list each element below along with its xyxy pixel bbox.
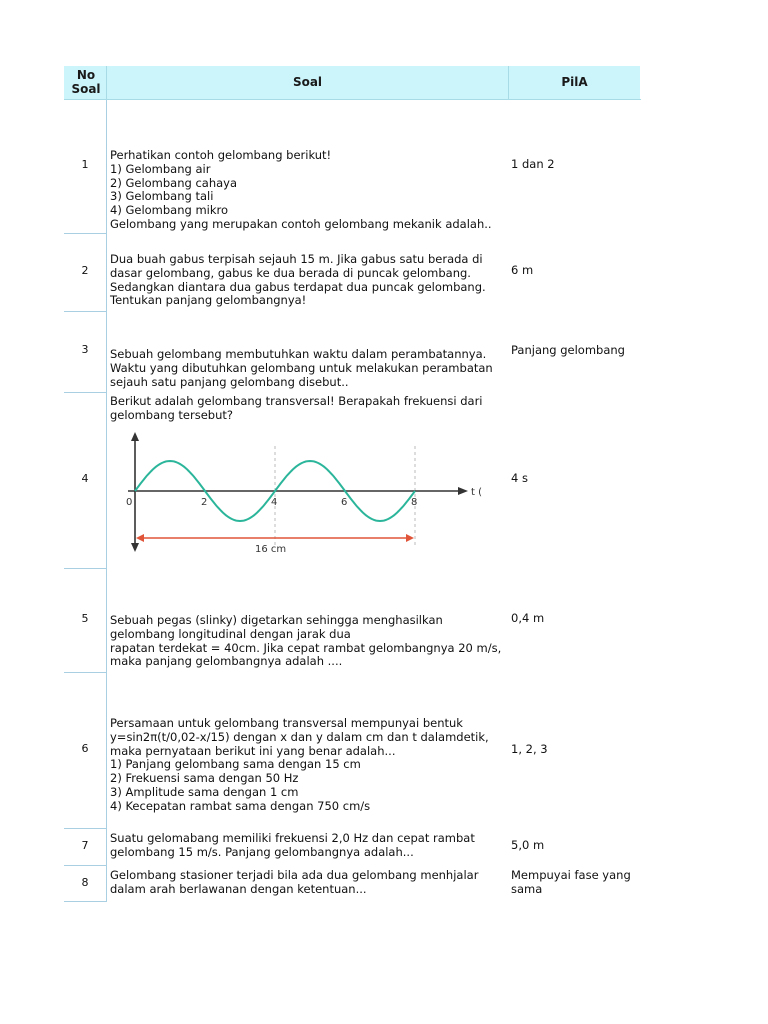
- x-axis-arrowhead: [458, 487, 468, 495]
- question-number: 4: [81, 472, 89, 485]
- length-arrowhead: [406, 534, 414, 542]
- question-number: 1: [81, 158, 89, 171]
- question-number: 5: [81, 612, 89, 625]
- answer-text: Panjang gelombang: [511, 343, 625, 357]
- tick-label: 0: [126, 497, 133, 508]
- header-pil-label: PilA: [561, 75, 588, 89]
- header-soal-label: Soal: [292, 75, 323, 89]
- answer-text: 4 s: [511, 471, 528, 485]
- tick-label: 2: [201, 497, 208, 508]
- answer-text: 6 m: [511, 263, 534, 277]
- question-text: Sebuah pegas (slinky) digetarkan sehingga menghasilkan gelombang longitudinal dengan jarak dua rapatan terdekat = 40cm. Jika cepat rambat gelombangnya 20 m/s, maka panjang gelombangnya adalah ....: [110, 613, 502, 669]
- row-divider: [64, 901, 107, 902]
- row-divider: [64, 311, 107, 312]
- tick-label: 8: [411, 497, 418, 508]
- question-text: Gelombang stasioner terjadi bila ada dua gelombang menhjalar dalam arah berlawanan dengan ketentuan...: [110, 868, 479, 896]
- axis-label: t (: [471, 487, 483, 498]
- answer-text: Mempuyai fase yang sama: [511, 868, 631, 896]
- question-text: Dua buah gabus terpisah sejauh 15 m. Jika gabus satu berada di dasar gelombang, gabus ke dua berada di puncak gelombang. Sedangkan diantara dua gabus terdapat dua puncak gelombang. Tentukan panjang gelombangnya!: [110, 252, 486, 308]
- tick-label: 4: [271, 497, 278, 508]
- length-label: 16 cm: [255, 544, 287, 555]
- header-bottom-border: [64, 99, 641, 100]
- row-divider: [64, 828, 107, 829]
- question-number: 7: [81, 839, 89, 852]
- transverse-wave-figure: [110, 428, 490, 558]
- tick-label: 6: [341, 497, 348, 508]
- question-text: Suatu gelomabang memiliki frekuensi 2,0 Hz dan cepat rambat gelombang 15 m/s. Panjang gelombangnya adalah...: [110, 831, 475, 859]
- answer-text: 0,4 m: [511, 611, 545, 625]
- length-arrowhead: [136, 534, 144, 542]
- y-axis-arrowhead: [131, 432, 139, 441]
- y-axis-arrowhead: [131, 543, 139, 552]
- question-number: 2: [81, 264, 89, 277]
- row-divider: [64, 865, 107, 866]
- question-text: Perhatikan contoh gelombang berikut! 1) Gelombang air 2) Gelombang cahaya 3) Gelombang tali 4) Gelombang mikro Gelombang yang merupakan contoh gelombang mekanik adalah..: [110, 148, 492, 231]
- row-divider: [64, 568, 107, 569]
- question-text: Sebuah gelombang membutuhkan waktu dalam perambatannya. Waktu yang dibutuhkan gelombang untuk melakukan perambatan sejauh satu panjang gelombang disebut..: [110, 347, 493, 389]
- row-divider: [64, 392, 107, 393]
- answer-text: 1, 2, 3: [511, 742, 548, 756]
- question-text: Persamaan untuk gelombang transversal mempunyai bentuk y=sin2π(t/0,02-x/15) dengan x dan y dalam cm dan t dalamdetik, maka pernyataan berikut ini yang benar adalah... 1) Panjang gelombang sama dengan 15 cm 2) Frekuensi sama dengan 50 Hz 3) Amplitude sama dengan 1 cm 4) Kecepatan rambat sama dengan 750 cm/s: [110, 716, 489, 813]
- question-text: Berikut adalah gelombang transversal! Berapakah frekuensi dari gelombang tersebut?: [110, 394, 483, 422]
- header-no-label: No Soal: [71, 68, 101, 96]
- question-number: 8: [81, 876, 89, 889]
- row-divider: [64, 672, 107, 673]
- question-number: 6: [81, 742, 89, 755]
- question-number: 3: [81, 343, 89, 356]
- answer-text: 5,0 m: [511, 838, 545, 852]
- answer-text: 1 dan 2: [511, 157, 555, 171]
- row-divider: [64, 233, 107, 234]
- column-divider: [106, 100, 107, 902]
